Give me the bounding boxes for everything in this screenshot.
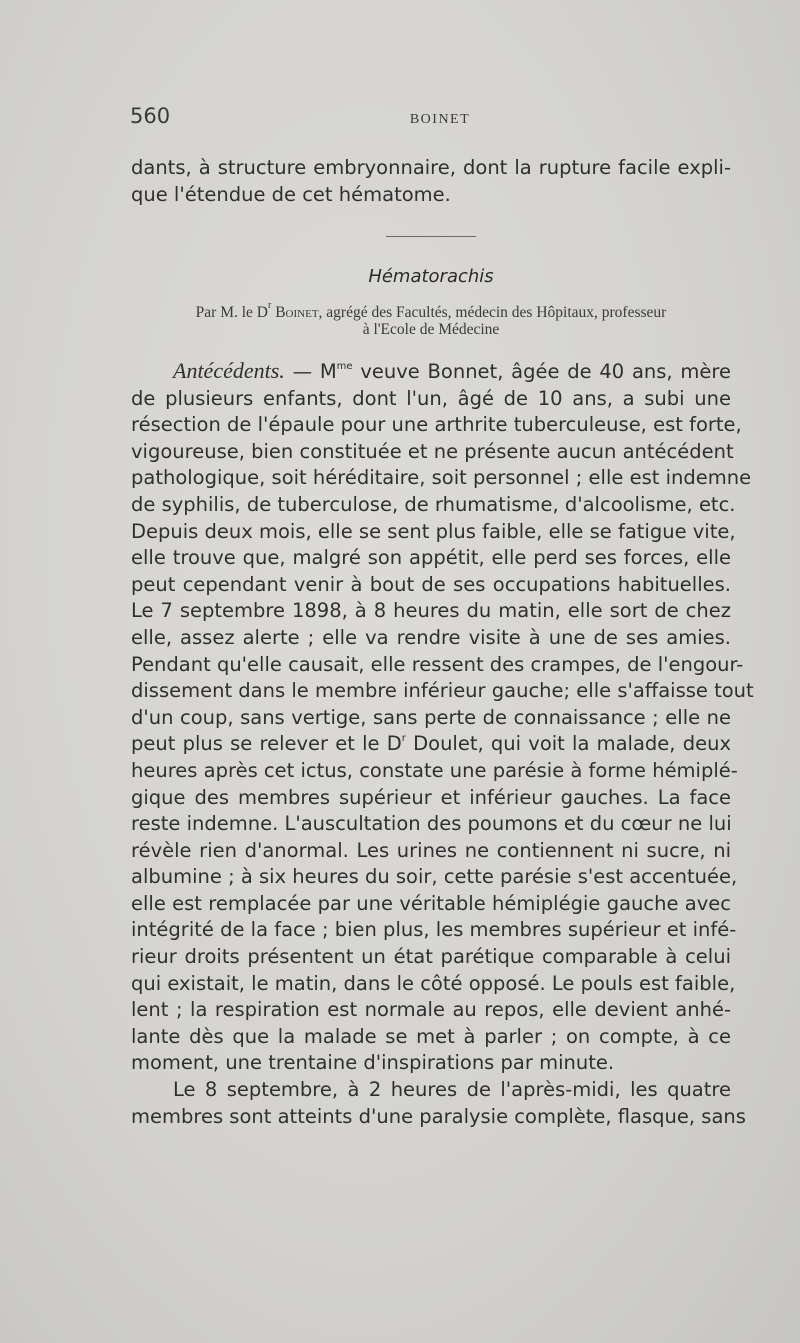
text-line: d'un coup, sans vertige, sans perte de connaissance ; elle ne [131, 705, 731, 729]
section-heading: Antécédents. [173, 358, 285, 383]
article-title: Hématorachis [368, 266, 494, 287]
text-line: révèle rien d'anormal. Les urines ne contiennent ni sucre, ni [131, 838, 731, 862]
running-head [130, 104, 730, 132]
section-divider [386, 236, 476, 237]
text-line: lent ; la respiration est normale au repos, elle devient anhé- [131, 998, 731, 1022]
text-line: elle est remplacée par une véritable hémiplégie gauche avec [131, 891, 731, 915]
text-line: lante dès que la malade se met à parler ; on compte, à ce [131, 1024, 731, 1048]
text-line: dissement dans le membre inférieur gauche; elle s'affaisse tout [131, 679, 754, 703]
text-line: de syphilis, de tuberculose, de rhumatisme, d'alcoolisme, etc. [131, 492, 736, 516]
text-line: vigoureuse, bien constituée et ne présente aucun antécédent [131, 439, 734, 463]
text-line: Depuis deux mois, elle se sent plus faible, elle se fatigue vite, [131, 519, 736, 543]
text-line: que l'étendue de cet hématome. [131, 182, 451, 206]
text-line: pathologique, soit héréditaire, soit personnel ; elle est indemne [131, 466, 752, 490]
text-line: de plusieurs enfants, dont l'un, âgé de 10 ans, a subi une [131, 386, 731, 410]
text-line: qui existait, le matin, dans le côté opposé. Le pouls est faible, [131, 971, 736, 995]
text-line: résection de l'épaule pour une arthrite tuberculeuse, est forte, [131, 413, 742, 437]
text-line: Le 8 septembre, à 2 heures de l'après-midi, les quatre [173, 1078, 731, 1102]
opening-paragraph [131, 155, 731, 208]
section-first-line: Antécédents. — $M^{me}$ veuve Bonnet, âgée de 40 ans, mère [173, 358, 731, 383]
text-line: elle, assez alerte ; elle va rendre visite à une de ses amies. [131, 625, 731, 649]
text-line: elle trouve que, malgré son appétit, elle perd ses forces, elle [131, 546, 731, 570]
text-line: peut plus se relever et le $D^r$ Doulet, qui voit la malade, deux [131, 732, 731, 756]
byline-line-1: Par M. le $D^r$ Boinet, agrégé des Facultés, médecin des Hôpitaux, professeur [195, 300, 667, 321]
text-line: albumine ; à six heures du soir, cette parésie s'est accentuée, [131, 865, 738, 889]
text-line: rieur droits présentent un état parétique comparable à celui [131, 945, 731, 969]
text-line: Pendant qu'elle causait, elle ressent des crampes, de l'engour- [131, 652, 744, 676]
text-line: dants, à structure embryonnaire, dont la rupture facile expli- [131, 156, 731, 179]
text-line: membres sont atteints d'une paralysie complète, flasque, sans [131, 1104, 746, 1128]
running-title: BOINET [409, 112, 471, 127]
text-line: moment, une trentaine d'inspirations par minute. [131, 1051, 615, 1075]
byline-line-2: à l'Ecole de Médecine [362, 321, 500, 338]
author-name: Boinet [275, 304, 319, 321]
text-line: intégrité de la face ; bien plus, les membres supérieur et infé- [131, 918, 737, 942]
text-line: reste indemne. L'auscultation des poumons et du cœur ne lui [131, 812, 732, 836]
main-paragraph [131, 358, 754, 1130]
text-line: Le 7 septembre 1898, à 8 heures du matin, elle sort de chez [131, 599, 731, 623]
page-number: 560 [130, 104, 171, 128]
text-line: heures après cet ictus, constate une parésie à forme hémiplé- [131, 758, 738, 782]
text-line: peut cependant venir à bout de ses occupations habituelles. [131, 572, 731, 596]
byline [131, 300, 731, 338]
text-line: gique des membres supérieur et inférieur gauches. La face [131, 785, 731, 809]
